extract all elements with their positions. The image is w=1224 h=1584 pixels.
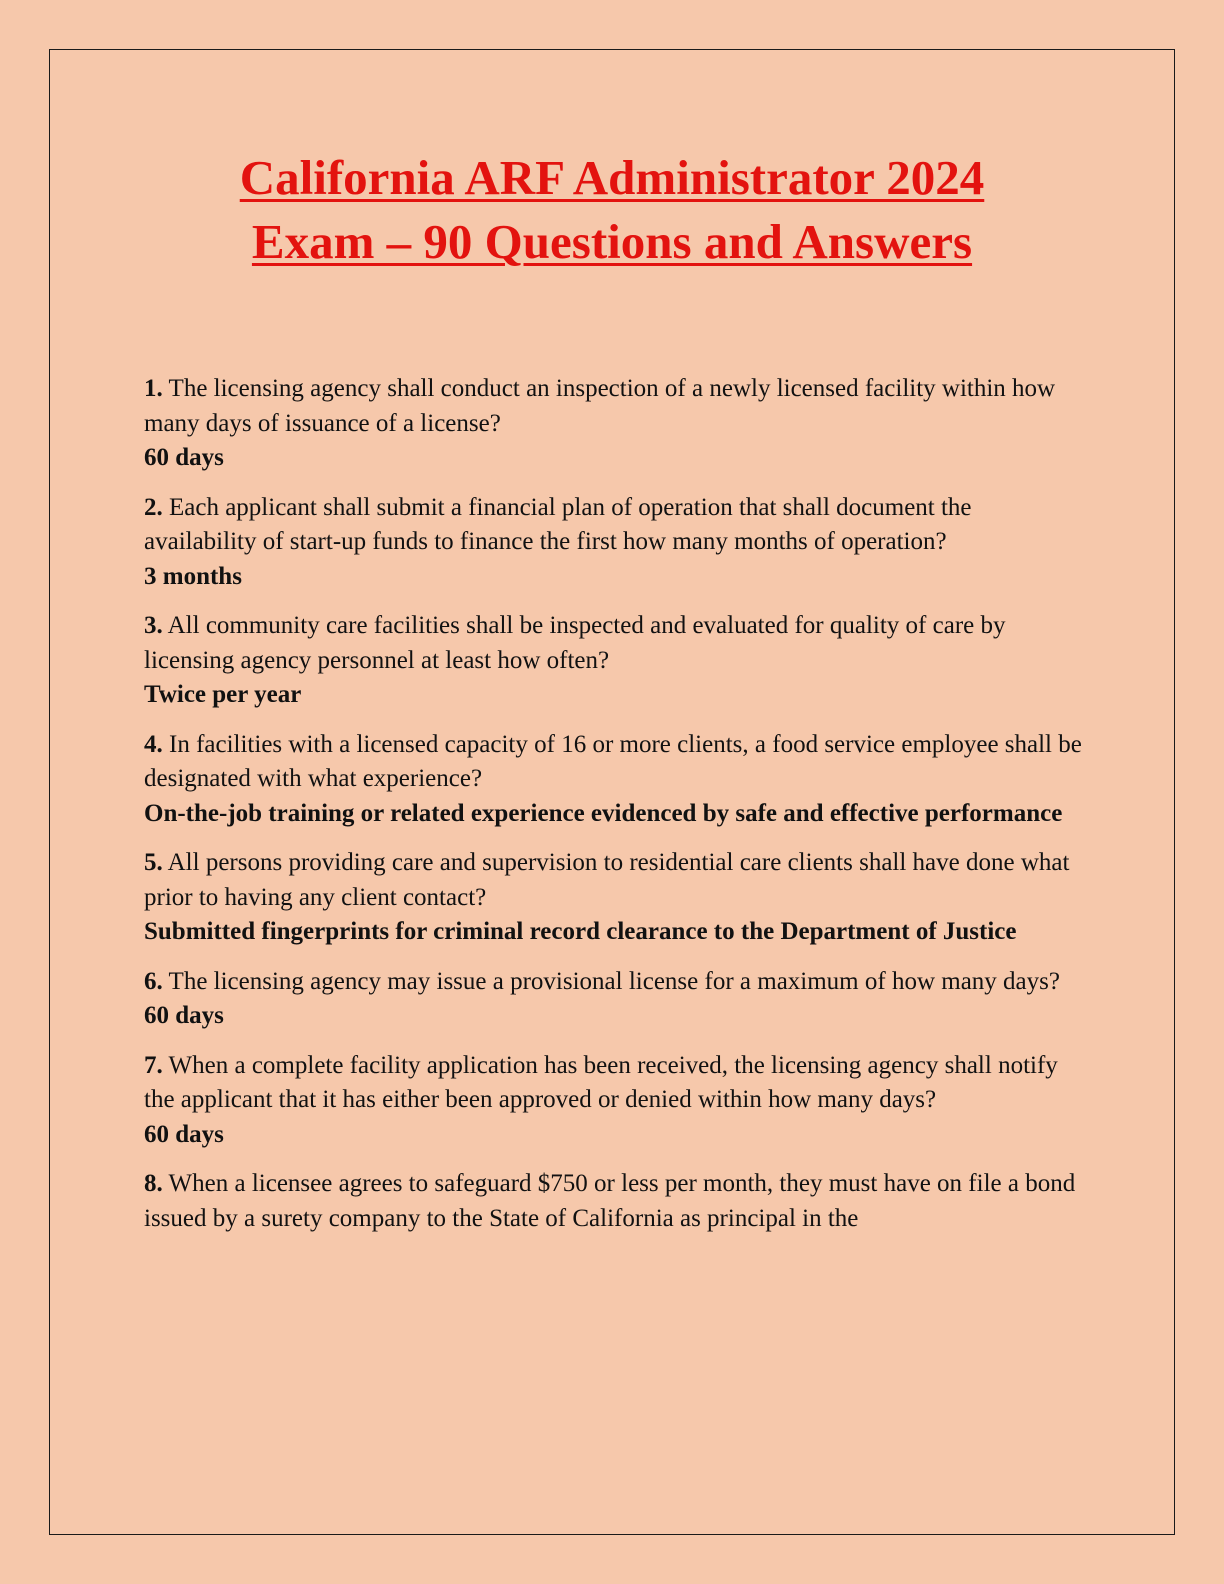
answer-text: On-the-job training or related experience evidenced by safe and effective performance xyxy=(144,799,1063,827)
question-text xyxy=(144,609,1084,678)
qa-item xyxy=(144,1049,1084,1153)
question-text xyxy=(144,491,1084,560)
answer-text: Twice per year xyxy=(144,681,302,708)
question-list xyxy=(144,372,1084,1251)
question-body: The licensing agency may issue a provisional license for a maximum of how many days? xyxy=(162,967,1060,995)
qa-item xyxy=(144,728,1084,832)
question-body: All persons providing care and supervision to residential care clients shall have done what prior to having any client contact? xyxy=(144,849,1070,911)
question-number: 3. xyxy=(144,612,163,639)
question-body: When a licensee agrees to safeguard $750 or less per month, they must have on file a bond issued by a surety company to the State of California as principal in the xyxy=(144,1170,1076,1232)
question-number: 4. xyxy=(144,730,163,758)
answer-text: 60 days xyxy=(144,1120,224,1148)
answer-text: 3 months xyxy=(144,562,242,590)
qa-item xyxy=(144,609,1084,713)
question-text xyxy=(144,1049,1084,1118)
question-text xyxy=(144,965,1084,1000)
qa-item xyxy=(144,1167,1084,1236)
question-number: 1. xyxy=(144,375,163,402)
question-number: 5. xyxy=(144,849,163,876)
question-body: Each applicant shall submit a financial plan of operation that shall document the availability of start-up funds to finance the first how many months of operation? xyxy=(144,493,972,555)
answer-text: 60 days xyxy=(144,444,224,471)
qa-item xyxy=(144,846,1084,950)
question-body: All community care facilities shall be inspected and evaluated for quality of care by licensing agency personnel at least how often? xyxy=(144,612,1006,674)
question-number: 7. xyxy=(144,1051,163,1079)
qa-item xyxy=(144,965,1084,1034)
qa-item xyxy=(144,491,1084,595)
answer-text: Submitted fingerprints for criminal record clearance to the Department of Justice xyxy=(144,918,1017,945)
question-number: 6. xyxy=(144,967,163,995)
question-text xyxy=(144,728,1084,797)
title-line-2: Exam – 90 Questions and Answers xyxy=(251,214,973,269)
question-number: 8. xyxy=(144,1170,163,1197)
question-text xyxy=(144,372,1084,441)
question-text xyxy=(144,1167,1084,1236)
question-text xyxy=(144,846,1084,915)
title-line-1: California ARF Administrator 2024 xyxy=(239,150,985,205)
question-number: 2. xyxy=(144,493,163,521)
qa-item xyxy=(144,372,1084,476)
question-body: In facilities with a licensed capacity of 16 or more clients, a food service employee shall be designated with what experience? xyxy=(144,730,1082,792)
document-title xyxy=(0,146,1224,274)
answer-text: 60 days xyxy=(144,1002,224,1029)
question-body: When a complete facility application has been received, the licensing agency shall notify the applicant that it has either been approved or denied within how many days? xyxy=(144,1051,1058,1113)
question-body: The licensing agency shall conduct an inspection of a newly licensed facility within how many days of issuance of a license? xyxy=(144,375,1056,437)
